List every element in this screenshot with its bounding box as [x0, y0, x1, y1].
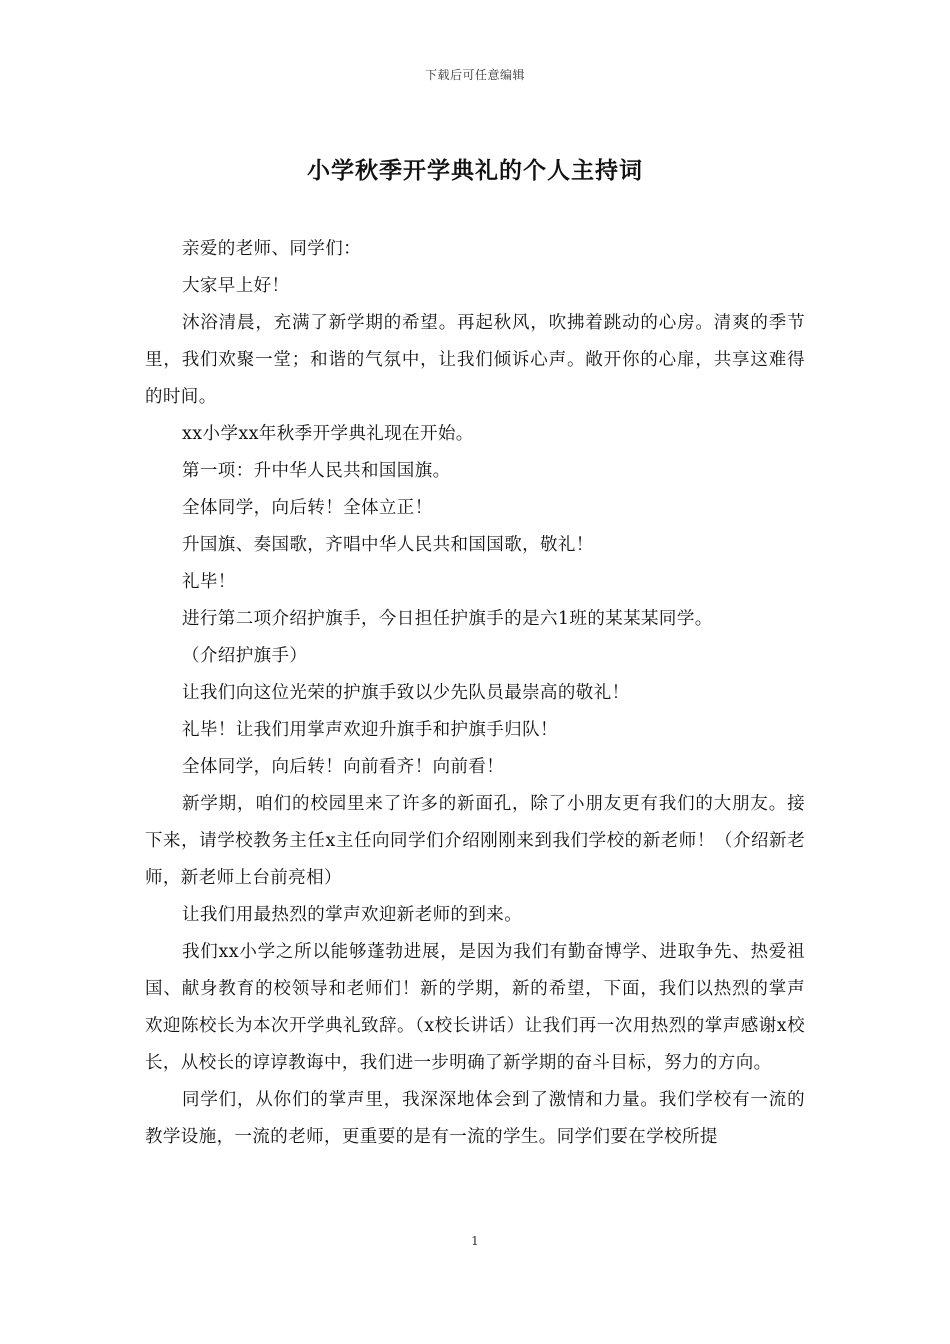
paragraph: 让我们向这位光荣的护旗手致以少先队员最崇高的敬礼！ [182, 683, 630, 703]
paragraph: （介绍护旗手） [182, 646, 308, 666]
paragraph: xx小学xx年秋季开学典礼现在开始。 [182, 424, 474, 444]
paragraph: 大家早上好！ [182, 276, 290, 296]
paragraph: 同学们，从你们的掌声里，我深深地体会到了激情和力量。我们学校有一流的教学设施，一流的老师，更重要的是有一流的学生。同学们要在学校所提 [145, 1090, 805, 1147]
paragraph: 礼毕！ [182, 572, 236, 592]
paragraph: 我们xx小学之所以能够蓬勃进展，是因为我们有勤奋博学、进取争先、热爱祖国、献身教育的校领导和老师们！新的学期，新的希望，下面，我们以热烈的掌声欢迎陈校长为本次开学典礼致辞。（x校长讲话）让我们再一次用热烈的掌声感谢x校长，从校长的谆谆教诲中，我们进一步明确了新学期的奋斗目标，努力的方向。 [145, 942, 805, 1073]
paragraph: 进行第二项介绍护旗手，今日担任护旗手的是六1班的某某某同学。 [182, 609, 713, 629]
document-body [145, 231, 805, 1156]
paragraph: 全体同学，向后转！全体立正！ [182, 498, 433, 518]
paragraph: 礼毕！让我们用掌声欢迎升旗手和护旗手归队！ [182, 720, 558, 740]
header-note: 下载后可任意编辑 [424, 68, 525, 82]
paragraph: 沐浴清晨，充满了新学期的希望。再起秋风，吹拂着跳动的心房。清爽的季节里，我们欢聚一堂；和谐的气氛中，让我们倾诉心声。敞开你的心扉，共享这难得的时间。 [145, 313, 805, 407]
paragraph: 升国旗、奏国歌，齐唱中华人民共和国国歌，敬礼！ [182, 535, 594, 555]
paragraph: 亲爱的老师、同学们： [182, 239, 361, 259]
paragraph: 让我们用最热烈的掌声欢迎新老师的到来。 [182, 905, 523, 925]
paragraph: 第一项：升中华人民共和国国旗。 [182, 461, 451, 481]
page-number: 1 [471, 1234, 479, 1248]
page-title: 小学秋季开学典礼的个人主持词 [307, 157, 643, 184]
paragraph: 新学期，咱们的校园里来了许多的新面孔，除了小朋友更有我们的大朋友。接下来，请学校教务主任x主任向同学们介绍刚刚来到我们学校的新老师！（介绍新老师，新老师上台前亮相） [145, 794, 805, 888]
paragraph: 全体同学，向后转！向前看齐！向前看！ [182, 757, 505, 777]
